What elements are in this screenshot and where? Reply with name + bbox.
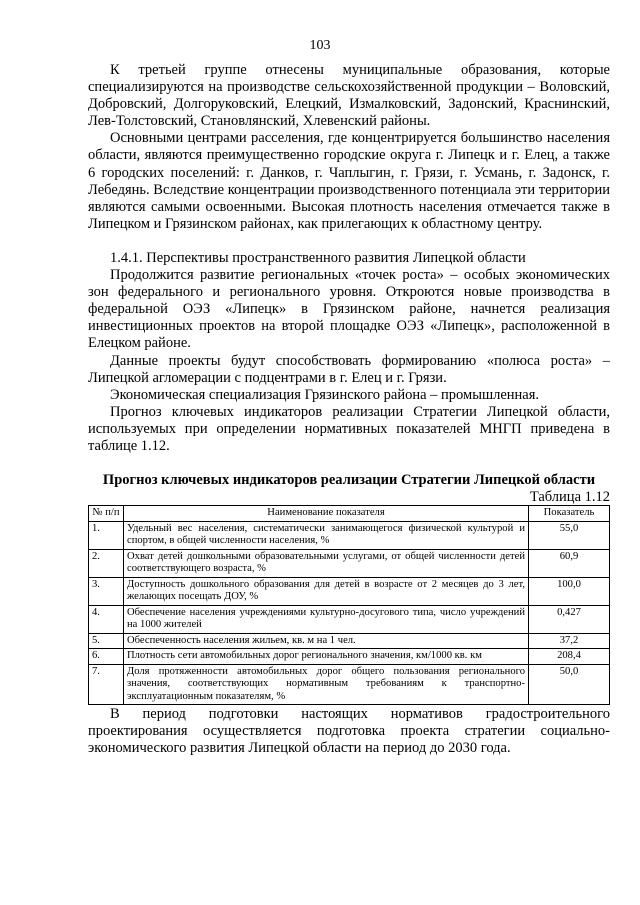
header-value: Показатель [529,506,610,522]
row-number: 7. [89,664,124,705]
table-row [89,605,610,633]
row-indicator-value: 0,427 [529,605,610,633]
table-title: Прогноз ключевых индикаторов реализации Стратегии Липецкой области [102,472,596,489]
row-number: 3. [89,577,124,605]
row-indicator-value: 37,2 [529,633,610,649]
page-number: 103 [309,38,331,53]
paragraph-third-group: К третьей группе отнесены муниципальные образования, которые специализируются на производстве сельскохозяйственной продукции – Воловский, Добровский, Долгоруковский, Елецкий, Измалковский, Задонский, Краснинский, Лев-Толстовский, Становлянский, Хлевенский районы. [88,62,610,130]
row-indicator-name: Обеспечение населения учреждениями культурно-досугового типа, число учреждений на 1000 жителей [124,605,529,633]
table-row [89,549,610,577]
row-indicator-value: 60,9 [529,549,610,577]
table-row [89,664,610,705]
section-heading: 1.4.1. Перспективы пространственного развития Липецкой области [110,249,526,266]
row-number: 6. [89,649,124,665]
paragraph-growth-pole: Данные проекты будут способствовать формированию «полюса роста» – Липецкой агломерации с подцентрами в г. Елец и г. Грязи. [88,352,610,386]
table-row [89,649,610,665]
header-num: № п/п [89,506,124,522]
row-number: 4. [89,605,124,633]
row-indicator-name: Удельный вес населения, систематически занимающегося физической культурой и спортом, в общей численности населения, % [124,521,529,549]
table-row [89,577,610,605]
row-indicator-value: 100,0 [529,577,610,605]
row-number: 2. [89,549,124,577]
table-row [89,521,610,549]
row-indicator-name: Охват детей дошкольными образовательными услугами, от общей численности детей соответствующего возраста, % [124,549,529,577]
paragraph-specialization: Экономическая специализация Грязинского района – промышленная. [110,386,540,403]
table-header-row [89,506,610,522]
paragraph-settlement-centers: Основными центрами расселения, где концентрируется большинство населения области, являются преимущественно городские округа г. Липецк и г. Елец, а также 6 городских поселений: г. Данков, г. Чаплыгин, г. Грязи, г. Усмань, г. Задонск, г. Лебедянь. Вследствие концентрации производственного потенциала эти территории являются самыми освоенными. Высокая плотность населения отмечается также в Липецком и Грязинском районах, как прилегающих к областному центру. [88,130,610,232]
document-body [88,62,610,757]
paragraph-gap [88,455,610,472]
row-number: 5. [89,633,124,649]
header-name: Наименование показателя [124,506,529,522]
paragraph-strategy-2030: В период подготовки настоящих нормативов градостроительного проектирования осуществляется подготовка проекта стратегии социально-экономического развития Липецкой области на период до 2030 года. [88,706,610,757]
indicators-table [88,505,610,705]
paragraph-gap [88,233,610,250]
row-number: 1. [89,521,124,549]
row-indicator-value: 50,0 [529,664,610,705]
paragraph-growth-points: Продолжится развитие региональных «точек роста» – особых экономических зон федерального и регионального уровня. Откроются новые производства в федеральной ОЭЗ «Липецк» в Грязинском районе, начнется реализация инвестиционных проектов на второй площадке ОЭЗ «Липецк», расположенной в Елецком районе. [88,267,610,352]
row-indicator-name: Плотность сети автомобильных дорог регионального значения, км/1000 кв. км [124,649,529,665]
table-caption: Таблица 1.12 [529,489,610,506]
row-indicator-name: Доступность дошкольного образования для детей в возрасте от 2 месяцев до 3 лет, желающих посещать ДОУ, % [124,577,529,605]
table-row [89,633,610,649]
row-indicator-name: Доля протяженности автомобильных дорог общего пользования регионального значения, соответствующих нормативным требованиям к транспортно-эксплуатационным показателям, % [124,664,529,705]
paragraph-forecast-intro: Прогноз ключевых индикаторов реализации Стратегии Липецкой области, используемых при определении нормативных показателей МНГП приведена в таблице 1.12. [88,403,610,454]
row-indicator-name: Обеспеченность населения жильем, кв. м на 1 чел. [124,633,529,649]
row-indicator-value: 55,0 [529,521,610,549]
row-indicator-value: 208,4 [529,649,610,665]
